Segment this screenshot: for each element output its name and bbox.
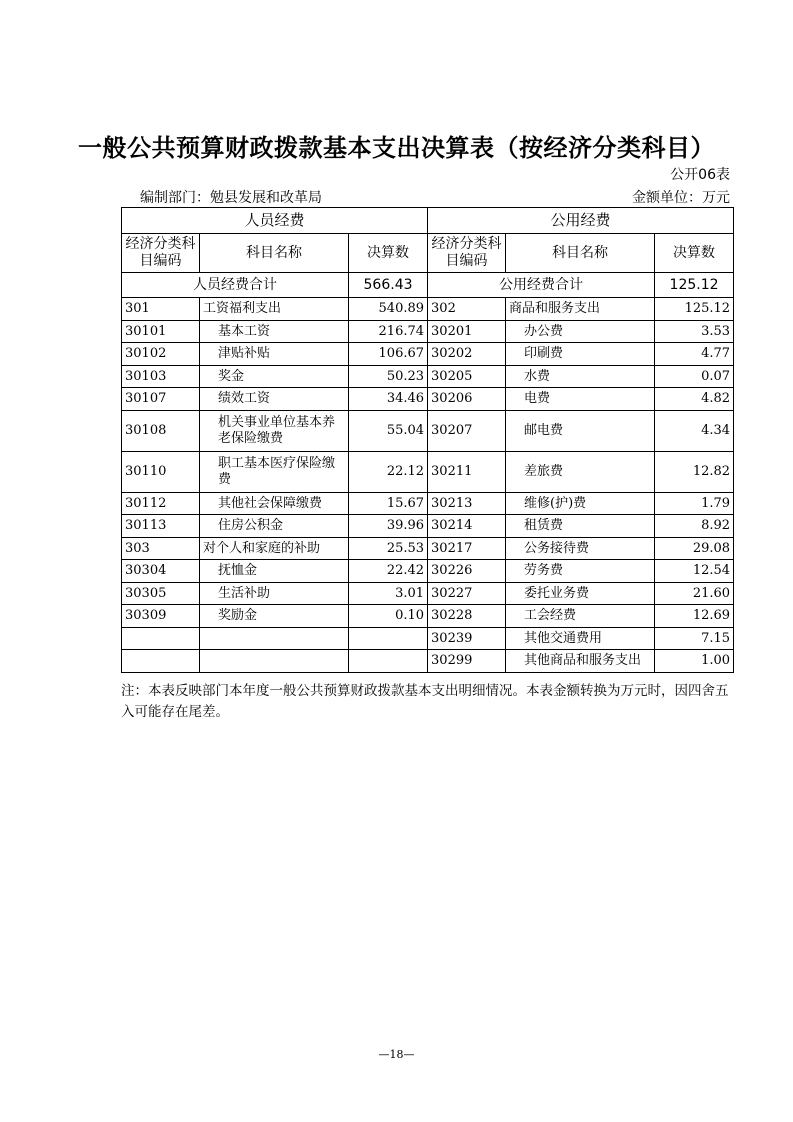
- personnel-name-cell: 生活补助: [200, 582, 349, 605]
- personnel-amount-cell: 22.42: [349, 560, 428, 583]
- public-amount-cell: 4.34: [655, 410, 734, 451]
- personnel-code-cell: 30305: [122, 582, 200, 605]
- personnel-code-cell: 30102: [122, 343, 200, 366]
- page-number: —18—: [378, 1048, 415, 1061]
- personnel-amount-cell: 55.04: [349, 410, 428, 451]
- section-header-row: [122, 208, 734, 234]
- personnel-amount-cell: [349, 627, 428, 650]
- public-name-cell: 差旅费: [506, 451, 655, 492]
- public-amount-cell: 8.92: [655, 515, 734, 538]
- public-amount-cell: 12.69: [655, 605, 734, 628]
- personnel-amount-cell: 106.67: [349, 343, 428, 366]
- table-row: [122, 537, 734, 560]
- personnel-amount-cell: 50.23: [349, 365, 428, 388]
- public-amount-cell: 21.60: [655, 582, 734, 605]
- public-amount-cell: 1.79: [655, 492, 734, 515]
- table-row: [122, 365, 734, 388]
- public-name-cell: 电费: [506, 388, 655, 411]
- personnel-amount-cell: [349, 650, 428, 673]
- public-name-cell: 水费: [506, 365, 655, 388]
- personnel-name-cell: 津贴补贴: [200, 343, 349, 366]
- public-name-cell: 邮电费: [506, 410, 655, 451]
- table-row: [122, 605, 734, 628]
- personnel-name-cell: 其他社会保障缴费: [200, 492, 349, 515]
- table-row: [122, 650, 734, 673]
- public-amount-cell: 4.77: [655, 343, 734, 366]
- personnel-code-cell: 30101: [122, 320, 200, 343]
- public-name-cell: 办公费: [506, 320, 655, 343]
- personnel-name-cell: 抚恤金: [200, 560, 349, 583]
- public-code-cell: 30206: [428, 388, 506, 411]
- table-row: [122, 451, 734, 492]
- personnel-amount-cell: 34.46: [349, 388, 428, 411]
- personnel-total-label: 人员经费合计: [122, 273, 349, 298]
- public-name-cell: 其他商品和服务支出: [506, 650, 655, 673]
- public-code-cell: 30202: [428, 343, 506, 366]
- personnel-amount-cell: 0.10: [349, 605, 428, 628]
- public-amount-cell: 0.07: [655, 365, 734, 388]
- personnel-name-cell: 职工基本医疗保险缴费: [200, 451, 349, 492]
- personnel-code-cell: 30113: [122, 515, 200, 538]
- table-row: [122, 582, 734, 605]
- header-amount-public: 决算数: [655, 234, 734, 273]
- table-row: [122, 560, 734, 583]
- header-code-public: 经济分类科目编码: [428, 234, 506, 273]
- personnel-code-cell: 30309: [122, 605, 200, 628]
- public-name-cell: 商品和服务支出: [506, 298, 655, 321]
- personnel-name-cell: 基本工资: [200, 320, 349, 343]
- personnel-code-cell: 30107: [122, 388, 200, 411]
- table-row: [122, 627, 734, 650]
- public-code-cell: 30217: [428, 537, 506, 560]
- public-section-label: 公用经费: [428, 208, 734, 234]
- public-amount-cell: 12.54: [655, 560, 734, 583]
- personnel-amount-cell: 39.96: [349, 515, 428, 538]
- personnel-code-cell: 30103: [122, 365, 200, 388]
- personnel-amount-cell: 25.53: [349, 537, 428, 560]
- department-label: 编制部门：勉县发展和改革局: [140, 190, 322, 206]
- personnel-code-cell: 30304: [122, 560, 200, 583]
- public-amount-cell: 125.12: [655, 298, 734, 321]
- table-row: [122, 492, 734, 515]
- public-code-cell: 30207: [428, 410, 506, 451]
- header-code-personnel: 经济分类科目编码: [122, 234, 200, 273]
- personnel-code-cell: 301: [122, 298, 200, 321]
- public-code-cell: 30239: [428, 627, 506, 650]
- personnel-code-cell: [122, 627, 200, 650]
- personnel-name-cell: 奖励金: [200, 605, 349, 628]
- personnel-code-cell: 30112: [122, 492, 200, 515]
- public-amount-cell: 4.82: [655, 388, 734, 411]
- public-name-cell: 印刷费: [506, 343, 655, 366]
- public-name-cell: 维修(护)费: [506, 492, 655, 515]
- public-name-cell: 劳务费: [506, 560, 655, 583]
- public-amount-cell: 12.82: [655, 451, 734, 492]
- public-amount-cell: 1.00: [655, 650, 734, 673]
- personnel-name-cell: [200, 650, 349, 673]
- expenditure-table: [121, 207, 734, 673]
- header-amount-personnel: 决算数: [349, 234, 428, 273]
- public-total-value: 125.12: [655, 273, 734, 298]
- personnel-amount-cell: 540.89: [349, 298, 428, 321]
- table-row: [122, 298, 734, 321]
- public-name-cell: 委托业务费: [506, 582, 655, 605]
- public-amount-cell: 3.53: [655, 320, 734, 343]
- page-title: 一般公共预算财政拨款基本支出决算表（按经济分类科目）: [78, 134, 715, 162]
- unit-label: 金额单位：万元: [632, 190, 730, 206]
- public-code-cell: 30201: [428, 320, 506, 343]
- table-row: [122, 410, 734, 451]
- personnel-code-cell: [122, 650, 200, 673]
- public-code-cell: 30211: [428, 451, 506, 492]
- public-name-cell: 其他交通费用: [506, 627, 655, 650]
- public-code-cell: 30228: [428, 605, 506, 628]
- personnel-name-cell: 机关事业单位基本养老保险缴费: [200, 410, 349, 451]
- personnel-code-cell: 30110: [122, 451, 200, 492]
- public-code-cell: 30205: [428, 365, 506, 388]
- public-name-cell: 租赁费: [506, 515, 655, 538]
- personnel-amount-cell: 216.74: [349, 320, 428, 343]
- public-amount-cell: 29.08: [655, 537, 734, 560]
- public-code-cell: 30226: [428, 560, 506, 583]
- personnel-amount-cell: 22.12: [349, 451, 428, 492]
- public-total-label: 公用经费合计: [428, 273, 655, 298]
- personnel-name-cell: 工资福利支出: [200, 298, 349, 321]
- table-row: [122, 343, 734, 366]
- table-row: [122, 515, 734, 538]
- header-name-public: 科目名称: [506, 234, 655, 273]
- personnel-name-cell: 住房公积金: [200, 515, 349, 538]
- table-row: [122, 320, 734, 343]
- header-name-personnel: 科目名称: [200, 234, 349, 273]
- form-number: 公开06表: [670, 167, 730, 183]
- personnel-name-cell: 奖金: [200, 365, 349, 388]
- personnel-code-cell: 303: [122, 537, 200, 560]
- public-name-cell: 公务接待费: [506, 537, 655, 560]
- personnel-amount-cell: 15.67: [349, 492, 428, 515]
- public-name-cell: 工会经费: [506, 605, 655, 628]
- public-code-cell: 30213: [428, 492, 506, 515]
- table-row: [122, 388, 734, 411]
- personnel-amount-cell: 3.01: [349, 582, 428, 605]
- personnel-name-cell: 绩效工资: [200, 388, 349, 411]
- total-row: [122, 273, 734, 298]
- personnel-name-cell: [200, 627, 349, 650]
- public-code-cell: 30214: [428, 515, 506, 538]
- public-code-cell: 30227: [428, 582, 506, 605]
- column-header-row: [122, 234, 734, 273]
- public-code-cell: 30299: [428, 650, 506, 673]
- table-note: 注：本表反映部门本年度一般公共预算财政拨款基本支出明细情况。本表金额转换为万元时，因四舍五入可能存在尾差。: [121, 683, 729, 720]
- public-code-cell: 302: [428, 298, 506, 321]
- personnel-name-cell: 对个人和家庭的补助: [200, 537, 349, 560]
- public-amount-cell: 7.15: [655, 627, 734, 650]
- personnel-code-cell: 30108: [122, 410, 200, 451]
- personnel-section-label: 人员经费: [122, 208, 428, 234]
- personnel-total-value: 566.43: [349, 273, 428, 298]
